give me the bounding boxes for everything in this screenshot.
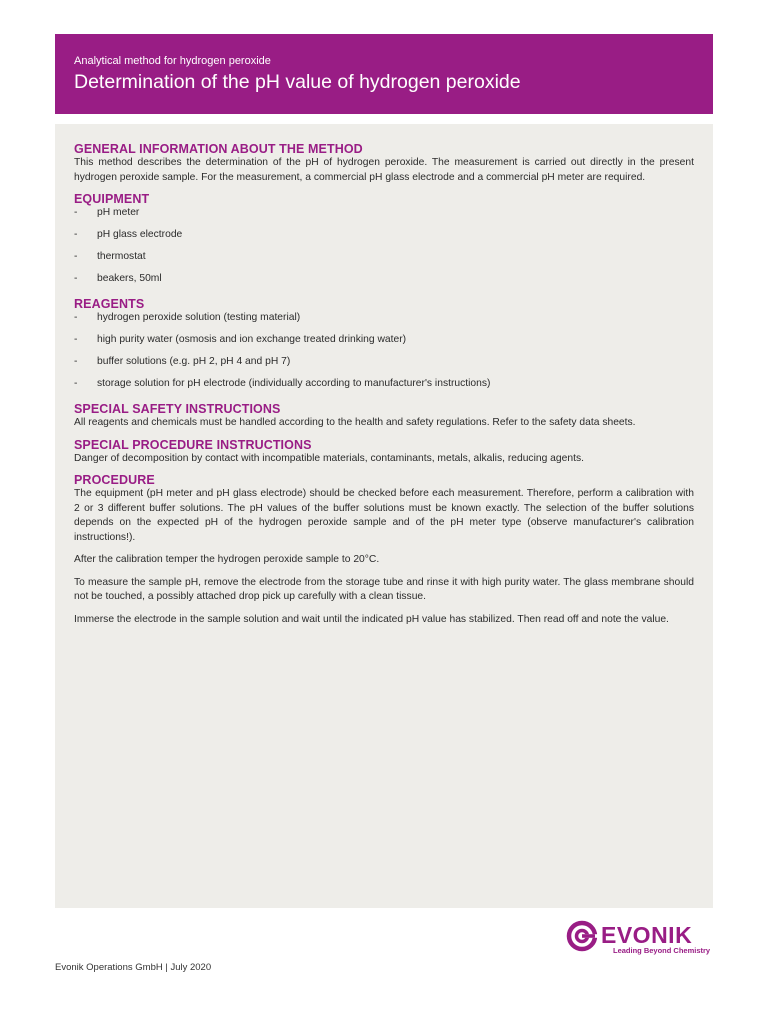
section-heading-safety: SPECIAL SAFETY INSTRUCTIONS xyxy=(74,402,281,416)
section-equipment xyxy=(74,192,694,290)
list-item xyxy=(74,377,694,395)
list-item-text: pH glass electrode xyxy=(97,229,183,240)
section-heading-special-procedure: SPECIAL PROCEDURE INSTRUCTIONS xyxy=(74,437,312,452)
procedure-paragraph: After the calibration temper the hydrogen peroxide sample to 20°C. xyxy=(74,554,380,565)
document-title: Determination of the pH value of hydrogen peroxide xyxy=(74,71,521,93)
list-item-text: beakers, 50ml xyxy=(97,273,162,284)
section-safety xyxy=(74,402,694,431)
dash-marker: - xyxy=(74,251,78,262)
equipment-list xyxy=(74,206,694,290)
evonik-mark-icon xyxy=(566,920,598,952)
section-special-procedure xyxy=(74,438,694,467)
list-item xyxy=(74,250,694,272)
dash-marker: - xyxy=(74,229,78,240)
logo-tagline: Leading Beyond Chemistry xyxy=(613,946,711,955)
list-item-text: storage solution for pH electrode (individually according to manufacturer's instructions) xyxy=(97,378,491,389)
dash-marker: - xyxy=(74,312,78,323)
list-item-text: buffer solutions (e.g. pH 2, pH 4 and pH 7) xyxy=(97,356,291,367)
safety-text: All reagents and chemicals must be handled according to the health and safety regulations. Refer to the safety data sheets. xyxy=(74,417,636,428)
dash-marker: - xyxy=(74,334,78,345)
dash-marker: - xyxy=(74,207,78,218)
list-item-text: high purity water (osmosis and ion exchange treated drinking water) xyxy=(97,334,407,345)
evonik-logo xyxy=(566,920,716,960)
section-heading-equipment: EQUIPMENT xyxy=(74,192,150,206)
footer-text: Evonik Operations GmbH | July 2020 xyxy=(55,962,212,973)
reagents-list xyxy=(74,311,694,395)
dash-marker: - xyxy=(74,273,78,284)
content-panel xyxy=(55,124,713,908)
list-item-text: hydrogen peroxide solution (testing material) xyxy=(97,312,301,323)
procedure-paragraph: The equipment (pH meter and pH glass electrode) should be checked before each measurement. Therefore, perform a calibration with 2 or 3 different buffer solutions. The pH values of the buffer solutions must be known exactly. The selection of the buffer solutions depends on the expected pH of the hydrogen peroxide sample and of the pH meter type (observe manufacturer's calibration instructions!). xyxy=(74,488,694,543)
section-heading-procedure: PROCEDURE xyxy=(74,473,155,487)
section-reagents xyxy=(74,297,694,395)
document-subtitle: Analytical method for hydrogen peroxide xyxy=(74,55,271,67)
dash-marker: - xyxy=(74,356,78,367)
dash-marker: - xyxy=(74,378,78,389)
list-item xyxy=(74,272,694,290)
list-item xyxy=(74,228,694,250)
section-procedure xyxy=(74,473,694,627)
section-general xyxy=(74,142,694,185)
list-item-text: thermostat xyxy=(97,251,146,262)
list-item xyxy=(74,333,694,355)
list-item xyxy=(74,206,694,228)
procedure-paragraph: Immerse the electrode in the sample solution and wait until the indicated pH value has stabilized. Then read off and note the value. xyxy=(74,613,669,625)
list-item xyxy=(74,355,694,377)
section-heading-general: GENERAL INFORMATION ABOUT THE METHOD xyxy=(74,142,363,156)
list-item xyxy=(74,311,694,333)
procedure-paragraph: To measure the sample pH, remove the electrode from the storage tube and rinse it with high purity water. The glass membrane should not be touched, a possibly attached drop pick up carefully with a clean tissue. xyxy=(74,576,694,602)
general-text: This method describes the determination of the pH of hydrogen peroxide. The measurement is carried out directly in the present hydrogen peroxide sample. For the measurement, a commercial pH glass electrode and a commercial pH meter are required. xyxy=(74,157,694,183)
section-heading-reagents: REAGENTS xyxy=(74,297,145,311)
header-banner xyxy=(55,34,713,114)
logo-name: EVONIK xyxy=(601,922,693,948)
list-item-text: pH meter xyxy=(97,207,140,218)
special-procedure-text: Danger of decomposition by contact with incompatible materials, contaminants, metals, alkalis, reducing agents. xyxy=(74,452,584,464)
